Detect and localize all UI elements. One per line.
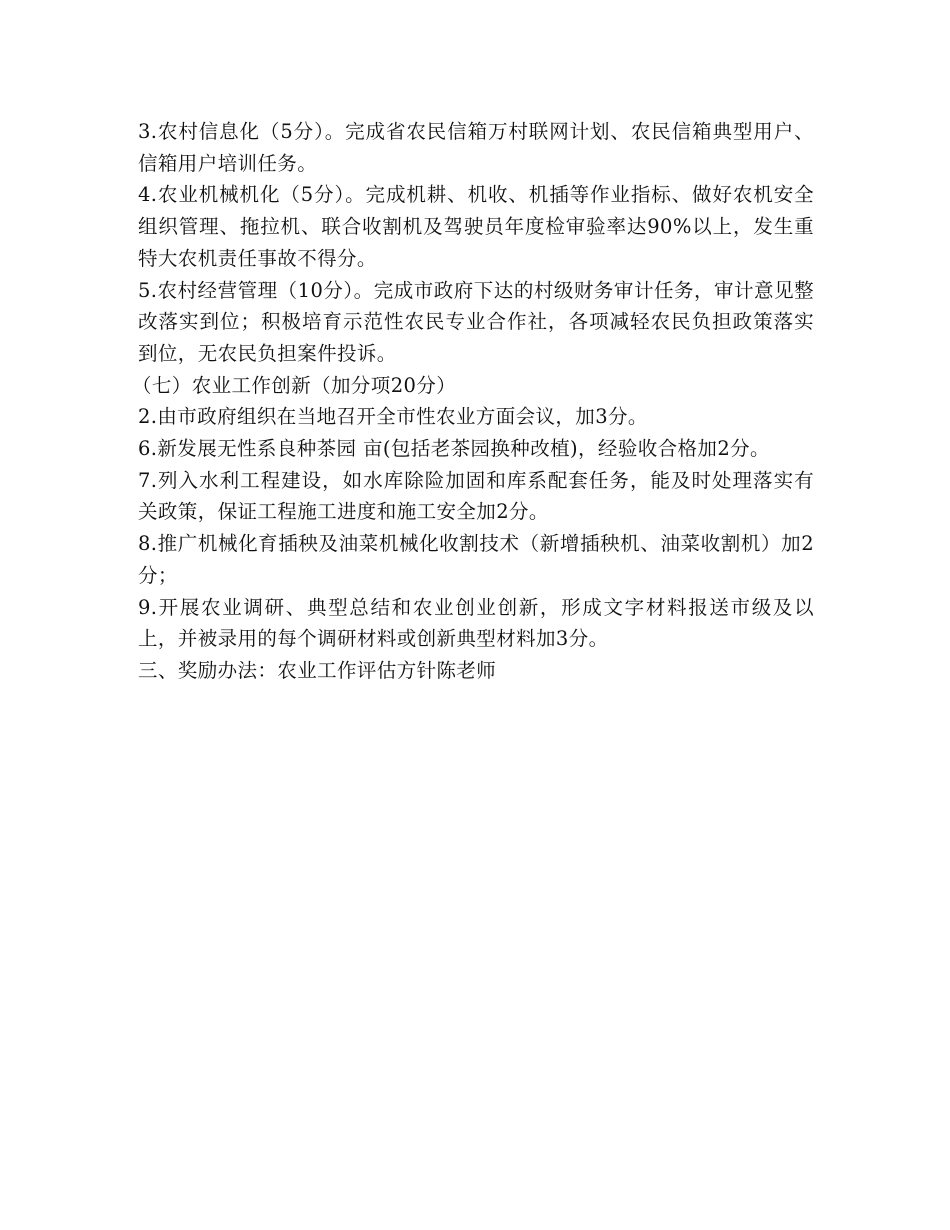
paragraph-item-4-mechanization: 4.农业机械机化（5分）。完成机耕、机收、机插等作业指标、做好农机安全组织管理、拖拉机、联合收割机及驾驶员年度检审验率达90%以上，发生重特大农机责任事故不得分。 [138,183,814,270]
paragraph-item-6-tea-garden: 6.新发展无性系良种茶园 亩(包括老茶园换种改植)，经验收合格加2分。 [138,437,770,461]
paragraph-item-2-meeting: 2.由市政府组织在当地召开全市性农业方面会议，加3分。 [138,405,648,429]
paragraph-item-3-informatization: 3.农村信息化（5分）。完成省农民信箱万村联网计划、农民信箱典型用户、信箱用户培训任务。 [138,120,814,175]
section-heading-innovation: （七）农业工作创新（加分项20分） [132,373,457,397]
section-heading-reward: 三、奖励办法：农业工作评估方针陈老师 [138,658,497,682]
paragraph-item-8-mechanized-planting: 8.推广机械化育插秧及油菜机械化收割技术（新增插秧机、油菜收割机）加2分； [138,532,814,587]
paragraph-item-5-management: 5.农村经营管理（10分）。完成市政府下达的村级财务审计任务，审计意见整改落实到位；积极培育示范性农民专业合作社，各项减轻农民负担政策落实到位，无农民负担案件投诉。 [138,278,814,365]
paragraph-item-9-research: 9.开展农业调研、典型总结和农业创业创新，形成文字材料报送市级及以上，并被录用的每个调研材料或创新典型材料加3分。 [138,595,814,651]
document-body [132,116,814,687]
paragraph-item-7-water-conservancy: 7.列入水利工程建设，如水库除险加固和库系配套任务，能及时处理落实有关政策，保证工程施工进度和施工安全加2分。 [138,468,814,524]
